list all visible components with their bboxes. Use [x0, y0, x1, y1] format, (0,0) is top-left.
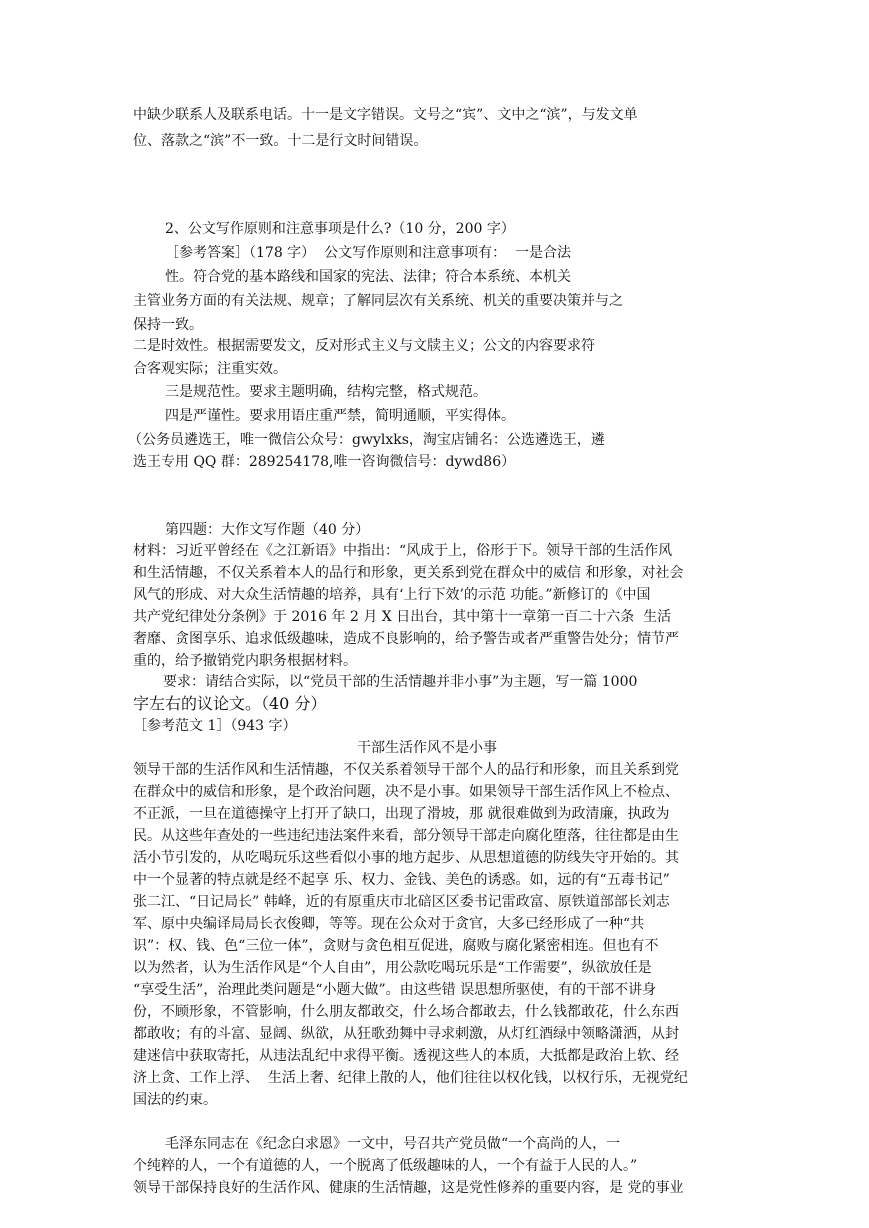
essay-line: 不正派，一旦在道德操守上打开了缺口，出现了滑坡，那 就很难做到为政清廉，执政为: [133, 806, 670, 822]
answer-line: ［参考答案］（178 字） 公文写作原则和注意事项有： 一是合法: [165, 245, 571, 261]
essay-line: 民。从这些年查处的一些违纪违法案件来看，部分领导干部走向腐化堕落，往往都是由生: [133, 828, 679, 844]
essay-line: 识”：权、钱、色“三位一体”，贪财与贪色相互促进，腐败与腐化紧密相连。但也有不: [133, 938, 659, 954]
material-line: 共产党纪律处分条例》于 2016 年 2 月 X 日出台，其中第十一章第一百二十六条 生活: [133, 609, 672, 625]
essay-line: 军、原中央编译局局长衣俊卿，等等。现在公众对于贪官，大多已经形成了一种“共: [133, 916, 645, 932]
material-line: 和生活情趣，不仅关系着本人的品行和形象，更关系到党在群众中的威信 和形象，对社会: [133, 565, 684, 581]
material-line: 重的，给予撤销党内职务根据材料。: [133, 653, 357, 669]
essay-line: 个纯粹的人，一个有道德的人，一个脱离了低级趣味的人，一个有益于人民的人。”: [133, 1158, 638, 1174]
answer-line: 三是规范性。要求主题明确，结构完整，格式规范。: [165, 384, 487, 400]
answer-line: 性。符合党的基本路线和国家的宪法、法律；符合本系统、本机关: [165, 269, 571, 285]
essay-line: 张二江、“日记局长” 韩峰，近的有原重庆市北碚区区委书记雷政富、原铁道部部长刘志: [133, 894, 670, 910]
answer-line: 主管业务方面的有关法规、规章；了解同层次有关系统、机关的重要决策并与之: [133, 293, 623, 309]
essay-line: 都敢收；有的斗富、显阔、纵欲，从狂歌劲舞中寻求刺激，从灯红酒绿中领略潇洒，从封: [133, 1026, 679, 1042]
note-line: （公务员遴选王，唯一微信公众号：gwylxks，淘宝店铺名：公选遴选王，遴: [128, 432, 605, 448]
essay-line: 建迷信中获取寄托，从违法乱纪中求得平衡。透视这些人的本质，大抵都是政治上软、经: [133, 1048, 679, 1064]
essay-line: 济上贪、工作上浮、 生活上奢、纪律上散的人，他们往往以权化钱，以权行乐，无视党纪: [133, 1070, 688, 1086]
material-line: 风气的形成、对大众生活情趣的培养，具有‘上行下效’的示范 功能。”新修订的《中国: [133, 587, 651, 603]
question-2-title: 2、公文写作原则和注意事项是什么?（10 分，200 字）: [165, 221, 515, 237]
answer-line: 保持一致。: [133, 317, 203, 333]
essay-line: 毛泽东同志在《纪念白求恩》一文中，号召共产党员做“一个高尚的人，一: [165, 1136, 621, 1152]
essay-line: 活小节引发的，从吃喝玩乐这些看似小事的地方起步、从思想道德的防线失守开始的。其: [133, 850, 679, 866]
essay-line: 中一个显著的特点就是经不起享 乐、权力、金钱、美色的诱惑。如，远的有“五毒书记”: [133, 872, 670, 888]
essay-line: 领导干部保持良好的生活作风、健康的生活情趣，这是党性修养的重要内容，是 党的事业: [133, 1180, 684, 1196]
reference-label: ［参考范文 1］（943 字）: [133, 718, 297, 734]
requirement-line: 字左右的议论文。（40 分）: [133, 694, 327, 713]
answer-line: 四是严谨性。要求用语庄重严禁，简明通顺，平实得体。: [165, 408, 515, 424]
material-line: 材料：习近平曾经在《之江新语》中指出：“风成于上，俗形于下。领导干部的生活作风: [133, 543, 673, 559]
text-line: 位、落款之“滨”不一致。十二是行文时间错误。: [133, 133, 428, 149]
essay-line: “享受生活”，治理此类问题是“小题大做”。由这些错 误思想所驱使，有的干部不讲身: [133, 982, 657, 998]
answer-line: 二是时效性。根据需要发文，反对形式主义与文牍主义；公文的内容要求符: [133, 338, 595, 354]
essay-line: 在群众中的威信和形象，是个政治问题，决不是小事。如果领导干部生活作风上不检点、: [133, 784, 679, 800]
essay-line: 国法的约束。: [133, 1092, 217, 1108]
requirement-line: 要求：请结合实际，以“党员干部的生活情趣并非小事”为主题，写一篇 1000: [163, 674, 638, 690]
essay-line: 份，不顾形象，不管影响，什么朋友都敢交，什么场合都敢去，什么钱都敢花，什么东西: [133, 1004, 679, 1020]
text-line: 中缺少联系人及联系电话。十一是文字错误。文号之“宾”、文中之“滨”，与发文单: [133, 107, 638, 123]
note-line: 选王专用 QQ 群：289254178,唯一咨询微信号：dywd86）: [133, 454, 516, 470]
answer-line: 合客观实际；注重实效。: [133, 361, 287, 377]
question-4-title: 第四题：大作文写作题（40 分）: [165, 522, 370, 538]
essay-line: 以为然者，认为生活作风是“个人自由”，用公款吃喝玩乐是“工作需要”，纵欲放任是: [133, 960, 652, 976]
essay-title: 干部生活作风不是小事: [357, 740, 497, 756]
material-line: 奢靡、贪图享乐、追求低级趣味，造成不良影响的，给予警告或者严重警告处分；情节严: [133, 631, 679, 647]
essay-line: 领导干部的生活作风和生活情趣，不仅关系着领导干部个人的品行和形象，而且关系到党: [133, 762, 679, 778]
